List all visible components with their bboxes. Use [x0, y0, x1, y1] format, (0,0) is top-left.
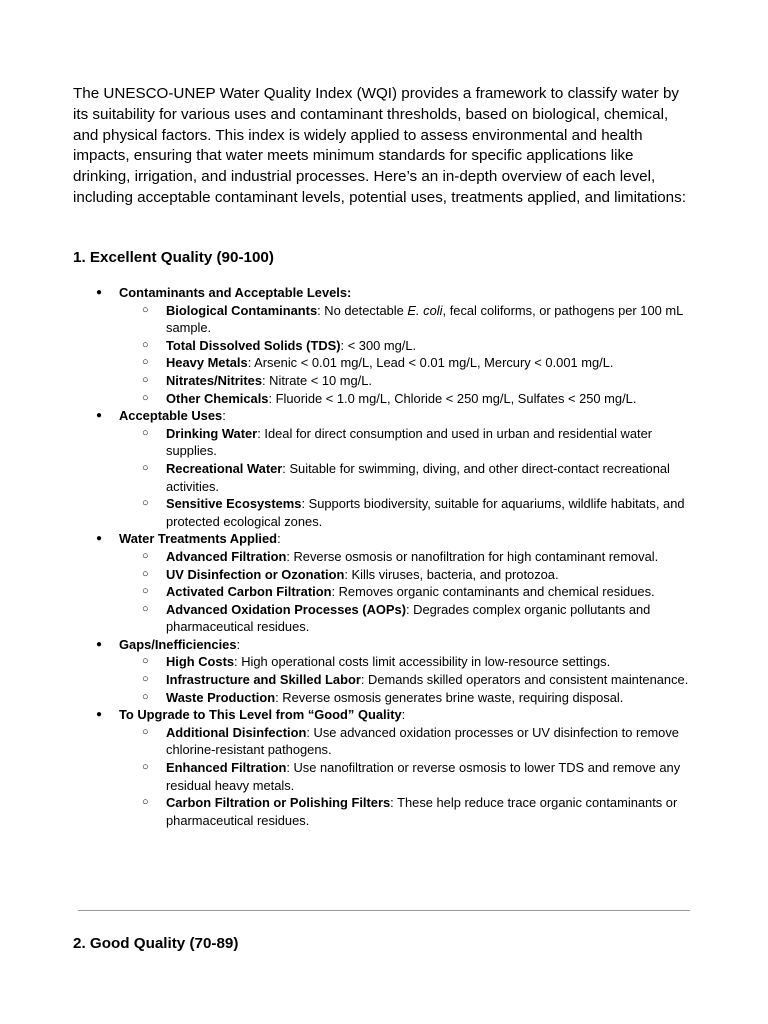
sub-bullet-icon: ○	[142, 303, 149, 316]
list-item	[119, 671, 695, 689]
group-label-suffix: :	[401, 707, 406, 723]
sub-bullet-icon: ○	[142, 497, 149, 510]
list-item	[119, 425, 695, 460]
item-term: Nitrates/Nitrites	[166, 372, 262, 388]
item-description: : Nitrate < 10 mg/L.	[262, 372, 372, 388]
sub-bullet-icon: ○	[142, 373, 149, 386]
sub-bullet-icon: ○	[142, 426, 149, 439]
list-item	[119, 689, 695, 707]
list-item	[119, 601, 695, 636]
item-emphasis: E. coli	[407, 302, 443, 318]
item-term: Biological Contaminants	[166, 302, 318, 318]
item-term: Recreational Water	[166, 460, 283, 476]
group-label: Acceptable Uses	[119, 408, 223, 424]
item-description: : High operational costs limit accessibility in low-resource settings.	[234, 654, 611, 670]
group-label: Contaminants and Acceptable Levels:	[119, 285, 352, 300]
list-item	[119, 354, 695, 372]
item-term: Other Chemicals	[166, 390, 269, 406]
item-term: Total Dissolved Solids (TDS)	[166, 337, 341, 353]
sub-bullet-icon: ○	[142, 673, 149, 686]
item-description: : Use nanofiltration or reverse osmosis to lower TDS and remove any residual heavy metals.	[166, 760, 681, 793]
outline-group	[73, 284, 695, 407]
group-label: To Upgrade to This Level from “Good” Quality	[119, 707, 402, 723]
bullet-icon: ●	[96, 533, 103, 545]
item-term: Heavy Metals	[166, 355, 248, 371]
item-term: Advanced Filtration	[166, 548, 287, 564]
item-description: : < 300 mg/L.	[340, 337, 417, 353]
item-term: Sensitive Ecosystems	[166, 496, 302, 512]
intro-paragraph: The UNESCO-UNEP Water Quality Index (WQI) provides a framework to classify water by its suitability for various uses and contaminant thresholds, based on biological, chemical, and physical factors. This index is widely applied to assess environmental and health impacts, ensuring that water meets minimum standards for specific applications like drinking, irrigation, and industrial processes. Here’s an in-depth overview of each level, including acceptable contaminant levels, potential uses, treatments applied, and limitations:	[73, 85, 686, 206]
item-description: : Arsenic < 0.01 mg/L, Lead < 0.01 mg/L, Mercury < 0.001 mg/L.	[247, 355, 614, 371]
item-description: : Use advanced oxidation processes or UV disinfection to remove chlorine-resistant pathogens.	[166, 724, 679, 758]
list-item	[119, 724, 695, 759]
outline-sublist	[119, 548, 695, 636]
list-item	[119, 372, 695, 390]
item-term: UV Disinfection or Ozonation	[166, 566, 345, 582]
group-label: Water Treatments Applied	[119, 531, 278, 547]
item-term: Enhanced Filtration	[166, 760, 287, 776]
item-description: : Fluoride < 1.0 mg/L, Chloride < 250 mg/L, Sulfates < 250 mg/L.	[268, 390, 637, 406]
group-label: Gaps/Inefficiencies	[119, 636, 237, 652]
bullet-icon: ●	[96, 410, 103, 422]
outline-group	[73, 706, 695, 829]
list-item	[119, 302, 695, 337]
sub-bullet-icon: ○	[142, 602, 149, 615]
item-description: : No detectable	[317, 302, 408, 318]
item-description-continued: , fecal coliforms, or pathogens per 100 mL sample.	[166, 302, 683, 336]
outline-sublist	[119, 425, 695, 531]
sub-bullet-icon: ○	[142, 549, 149, 562]
item-term: Additional Disinfection	[166, 724, 307, 740]
outline-sublist	[119, 302, 695, 408]
outline-group	[73, 530, 695, 636]
sub-bullet-icon: ○	[142, 690, 149, 703]
group-label-suffix: :	[236, 636, 241, 652]
item-description: : Ideal for direct consumption and used in urban and residential water supplies.	[166, 425, 653, 459]
group-label-suffix: :	[222, 408, 226, 424]
excellent-quality-outline	[73, 284, 695, 829]
item-description: : Supports biodiversity, suitable for aquariums, wildlife habitats, and protected ecological zones.	[166, 496, 685, 529]
item-term: High Costs	[166, 654, 235, 670]
item-term: Infrastructure and Skilled Labor	[166, 672, 361, 688]
item-term: Carbon Filtration or Polishing Filters	[166, 795, 391, 811]
item-description: : These help reduce trace organic contaminants or pharmaceutical residues.	[166, 795, 678, 828]
bullet-icon: ●	[96, 638, 103, 650]
outline-sublist	[119, 724, 695, 830]
horizontal-divider	[78, 910, 690, 911]
list-item	[119, 759, 695, 794]
section-heading-good: 2. Good Quality (70-89)	[73, 935, 239, 952]
sub-bullet-icon: ○	[142, 761, 149, 774]
outline-sublist	[119, 653, 695, 706]
bullet-icon: ●	[96, 287, 103, 298]
item-description: : Reverse osmosis or nanofiltration for high contaminant removal.	[286, 548, 659, 564]
item-term: Waste Production	[166, 689, 276, 705]
item-description: : Suitable for swimming, diving, and other direct-contact recreational activities.	[166, 460, 670, 494]
sub-bullet-icon: ○	[142, 461, 149, 474]
item-description: : Reverse osmosis generates brine waste, requiring disposal.	[275, 689, 624, 705]
sub-bullet-icon: ○	[142, 391, 149, 404]
sub-bullet-icon: ○	[142, 338, 149, 351]
list-item	[119, 583, 695, 601]
list-item	[119, 460, 695, 495]
sub-bullet-icon: ○	[142, 585, 149, 598]
outline-group	[73, 636, 695, 706]
sub-bullet-icon: ○	[142, 655, 149, 668]
sub-bullet-icon: ○	[142, 796, 149, 809]
bullet-icon: ●	[96, 709, 103, 721]
section-heading-excellent: 1. Excellent Quality (90-100)	[73, 249, 274, 266]
group-label-suffix: :	[277, 531, 281, 547]
item-description: : Degrades complex organic pollutants and pharmaceutical residues.	[166, 601, 651, 635]
item-term: Advanced Oxidation Processes (AOPs)	[166, 601, 406, 617]
sub-bullet-icon: ○	[142, 567, 149, 580]
sub-bullet-icon: ○	[142, 725, 149, 738]
item-description: : Demands skilled operators and consistent maintenance.	[360, 672, 689, 688]
list-item	[119, 495, 695, 530]
sub-bullet-icon: ○	[142, 356, 149, 369]
list-item	[119, 337, 695, 355]
item-description: : Kills viruses, bacteria, and protozoa.	[344, 566, 559, 582]
item-term: Drinking Water	[166, 425, 258, 441]
list-item	[119, 390, 695, 408]
item-term: Activated Carbon Filtration	[166, 584, 332, 600]
list-item	[119, 566, 695, 584]
outline-group	[73, 407, 695, 530]
list-item	[119, 548, 695, 566]
item-description: : Removes organic contaminants and chemical residues.	[331, 584, 655, 600]
list-item	[119, 794, 695, 829]
list-item	[119, 653, 695, 671]
